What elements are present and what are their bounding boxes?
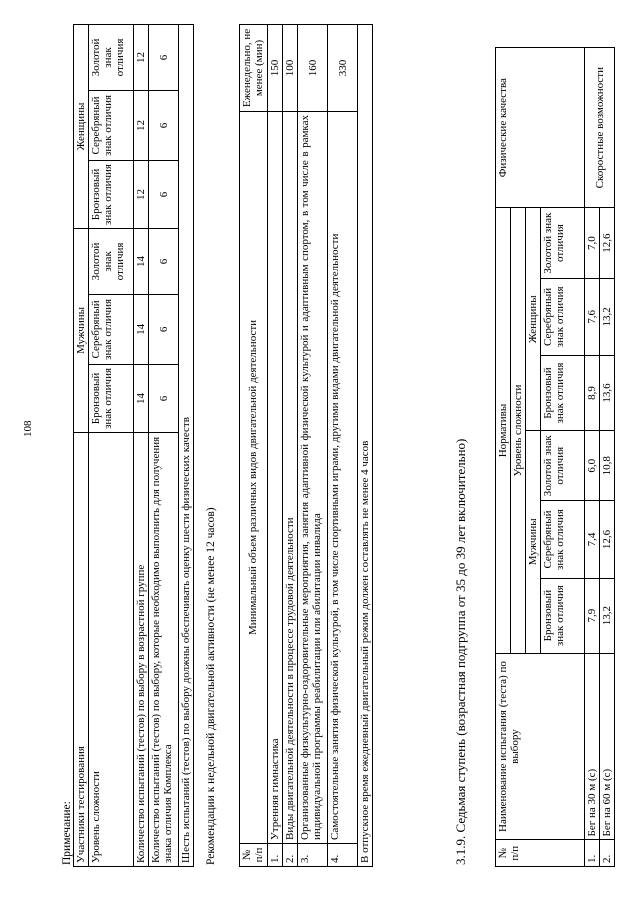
table-cell: 7,0 (585, 208, 600, 278)
women-header: Женщины (74, 25, 89, 229)
women-bronze-header: Бронзовый знак отличия (541, 356, 585, 431)
women-gold-header: Золотой знак отличия (89, 25, 134, 91)
row-label: Количество испытаний (тестов) по выбору в возрастной группе (134, 432, 149, 866)
men-gold-header: Золотой знак отличия (89, 228, 134, 294)
row-name: Бег на 30 м (с) (585, 653, 600, 840)
table-cell: 7,6 (585, 278, 600, 355)
row-num: 2. (600, 840, 615, 867)
table-row (268, 25, 283, 867)
women-gold-header: Золотой знак отличия (541, 208, 585, 278)
table-cell: 14 (134, 364, 149, 432)
table-cell: 12 (134, 161, 149, 229)
table-cell: 13,2 (600, 578, 615, 653)
table-cell: 8,9 (585, 356, 600, 431)
table-cell: 6 (149, 294, 179, 364)
table-cell: 6 (149, 161, 179, 229)
row-value: 330 (328, 25, 358, 112)
men-gold-header: Золотой знак отличия (541, 431, 585, 501)
women-header: Женщины (526, 208, 541, 431)
col-norms-header: Нормативы (496, 208, 511, 653)
note-label: Примечание: (61, 801, 73, 865)
table-cell: 6,0 (585, 431, 600, 501)
col-num-header: № п/п (496, 840, 585, 867)
row-num: 1. (268, 844, 283, 867)
men-header: Мужчины (526, 431, 541, 654)
table-cell: 14 (134, 294, 149, 364)
row-name: Утренняя гимнастика (268, 112, 283, 844)
col-quality-header: Физические качества (496, 48, 585, 208)
testing-summary-table (73, 24, 194, 867)
table-row (134, 25, 149, 867)
table-cell: 13,2 (600, 278, 615, 355)
men-bronze-header: Бронзовый знак отличия (541, 578, 585, 653)
table-cell: 6 (149, 228, 179, 294)
table-footer: Шесть испытаний (тестов) по выбору должны обеспечивать оценку шести физических качеств (179, 25, 194, 867)
table-cell: 6 (149, 25, 179, 91)
women-silver-header: Серебряный знак отличия (541, 278, 585, 355)
women-bronze-header: Бронзовый знак отличия (89, 161, 134, 229)
seventh-stage-norms-table (495, 47, 615, 867)
weekly-activity-table (239, 24, 373, 867)
row-num: 3. (298, 844, 328, 867)
col-weekly-header: Еженедельно, не менее (мин) (240, 25, 268, 112)
row-name: Самостоятельные занятия физической культурой, в том числе спортивными играми, другими видами двигательной деятельности (328, 112, 358, 844)
row-value: 100 (283, 25, 298, 112)
table-cell: 6 (149, 364, 179, 432)
recommendations-text: Рекомендации к недельной двигательной активности (не менее 12 часов) (205, 507, 217, 865)
participants-label: Участники тестирования (74, 432, 89, 866)
table-cell: 6 (149, 90, 179, 160)
men-silver-header: Серебряный знак отличия (541, 501, 585, 578)
row-value: 160 (298, 25, 328, 112)
table-cell: 12,6 (600, 208, 615, 278)
table-row (585, 48, 600, 867)
table-row (283, 25, 298, 867)
table-cell: 12,6 (600, 501, 615, 578)
table-footer: В отпускное время ежедневный двигательный режим должен составлять не менее 4 часов (358, 25, 373, 867)
page-number: 108 (22, 420, 34, 437)
col-name-header: Наименование испытания (теста) по выбору (496, 653, 585, 840)
row-quality: Скоростные возможности (585, 48, 615, 208)
table-cell: 12 (134, 90, 149, 160)
row-name: Виды двигательной деятельности в процессе трудовой деятельности (283, 112, 298, 844)
level-label: Уровень сложности (511, 208, 526, 653)
row-value: 150 (268, 25, 283, 112)
table-row (298, 25, 328, 867)
men-header: Мужчины (74, 228, 89, 432)
table-cell: 7,9 (585, 578, 600, 653)
col-num-header: № п/п (240, 844, 268, 867)
row-label: Количество испытаний (тестов) по выбору, которые необходимо выполнить для получения знака отличия Комплекса (149, 432, 179, 866)
table-row (149, 25, 179, 867)
women-silver-header: Серебряный знак отличия (89, 90, 134, 160)
row-num: 1. (585, 840, 600, 867)
row-name: Организованные физкультурно-оздоровительные мероприятия, занятия адаптивной физической культурой и адаптивным спортом, в том числе в рамках индивидуальной программы реабилитации или абилитации инвалида (298, 112, 328, 844)
row-name: Бег на 60 м (с) (600, 653, 615, 840)
men-bronze-header: Бронзовый знак отличия (89, 364, 134, 432)
table-cell: 10,8 (600, 431, 615, 501)
row-num: 2. (283, 844, 298, 867)
men-silver-header: Серебряный знак отличия (89, 294, 134, 364)
table-cell: 7,4 (585, 501, 600, 578)
col-name-header: Минимальный объем различных видов двигательной деятельности (240, 112, 268, 844)
section-heading: 3.1.9. Седьмая ступень (возрастная подгруппа от 35 до 39 лет включительно) (453, 438, 468, 865)
table-cell: 14 (134, 228, 149, 294)
level-label: Уровень сложности (89, 432, 134, 866)
table-cell: 13,6 (600, 356, 615, 431)
table-cell: 12 (134, 25, 149, 91)
row-num: 4. (328, 844, 358, 867)
rotated-page-content (55, 10, 640, 875)
table-row (328, 25, 358, 867)
